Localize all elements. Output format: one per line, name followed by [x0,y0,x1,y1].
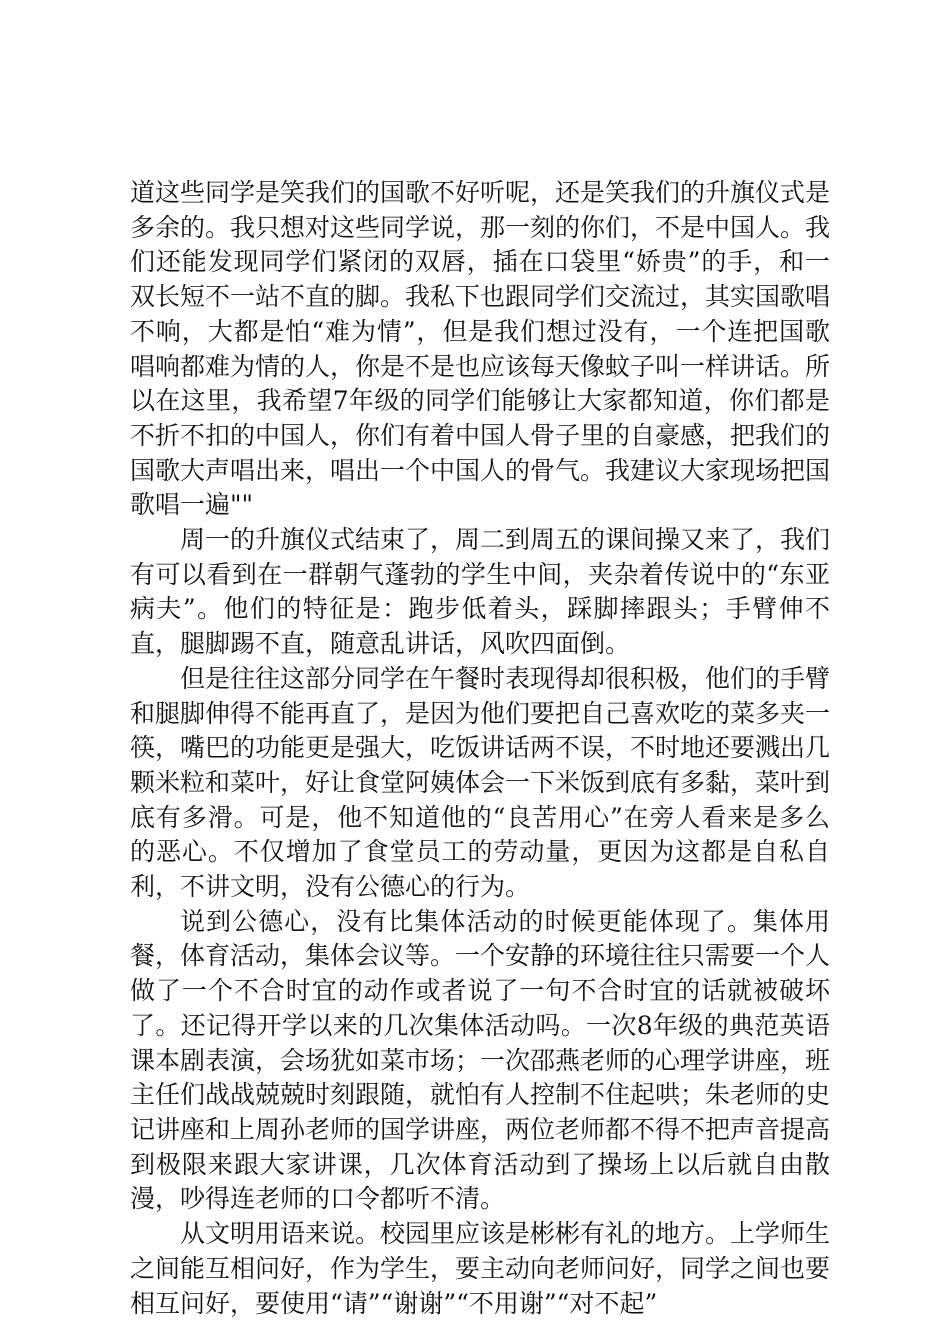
paragraph-1: 道这些同学是笑我们的国歌不好听呢，还是笑我们的升旗仪式是多余的。我只想对这些同学说，那一刻的你们，不是中国人。我们还能发现同学们紧闭的双唇，插在口袋里“娇贵”的手，和一双长短不一站不直的脚。我私下也跟同学们交流过，其实国歌唱不响，大都是怕“难为情”，但是我们想过没有，一个连把国歌唱响都难为情的人，你是不是也应该每天像蚊子叫一样讲话。所以在这里，我希望7年级的同学们能够让大家都知道，你们都是不折不扣的中国人，你们有着中国人骨子里的自豪感，把我们的国歌大声唱出来，唱出一个中国人的骨气。我建议大家现场把国歌唱一遍"" [130,178,831,520]
paragraph-2: 周一的升旗仪式结束了，周二到周五的课间操又来了，我们有可以看到在一群朝气蓬勃的学生中间，夹杂着传说中的“东亚病夫”。他们的特征是：跑步低着头，踩脚摔跟头；手臂伸不直，腿脚踢不直，随意乱讲话，风吹四面倒。 [130,525,831,659]
paragraph-5: 从文明用语来说。校园里应该是彬彬有礼的地方。上学师生之间能互相问好，作为学生，要主动向老师问好，同学之间也要相互问好，要使用“请”“谢谢”“不用谢”“对不起” [130,1219,831,1318]
paragraph-4: 说到公德心，没有比集体活动的时候更能体现了。集体用餐，体育活动，集体会议等。一个安静的环境往往只需要一个人做了一个不合时宜的动作或者说了一句不合时宜的话就被破坏了。还记得开学以来的几次集体活动吗。一次8年级的典范英语课本剧表演，会场犹如菜市场；一次邵燕老师的心理学讲座，班主任们战战兢兢时刻跟随，就怕有人控制不住起哄；朱老师的史记讲座和上周孙老师的国学讲座，两位老师都不得不把声音提高到极限来跟大家讲课，几次体育活动到了操场上以后就自由散漫，吵得连老师的口令都听不清。 [130,906,831,1214]
body-text [130,176,830,1321]
paragraph-3: 但是往往这部分同学在午餐时表现得却很积极，他们的手臂和腿脚伸得不能再直了，是因为他们要把自己喜欢吃的菜多夹一筷，嘴巴的功能更是强大，吃饭讲话两不误，不时地还要溅出几颗米粒和菜叶，好让食堂阿姨体会一下米饭到底有多黏，菜叶到底有多滑。可是，他不知道他的“良苦用心”在旁人看来是多么的恶心。不仅增加了食堂员工的劳动量，更因为这都是自私自利，不讲文明，没有公德心的行为。 [130,663,831,902]
